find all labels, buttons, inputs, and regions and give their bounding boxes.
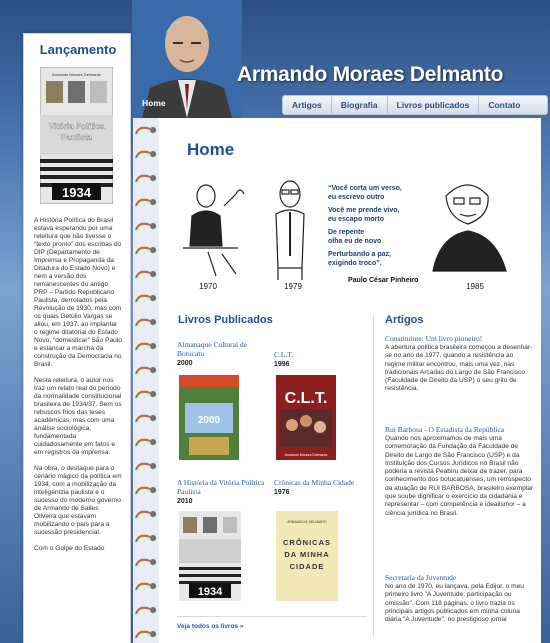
spiral-ring xyxy=(136,391,156,398)
spiral-ring xyxy=(136,127,156,134)
sidebar xyxy=(23,33,131,643)
nav-contato[interactable]: Contato xyxy=(488,100,521,110)
book-year: 2000 xyxy=(177,360,193,367)
spiral-ring xyxy=(136,295,156,302)
book-title[interactable]: C.L.T. xyxy=(274,350,294,359)
quote-author: Paulo César Pinheiro xyxy=(348,277,419,284)
cover-title-2: Paulista xyxy=(61,133,92,142)
cover-text: CRÔNICAS DA MINHA CIDADE xyxy=(282,538,331,571)
spiral-ring xyxy=(136,559,156,566)
book-item[interactable] xyxy=(177,478,267,505)
book-title[interactable]: Almanaque Cultural de Botucatu xyxy=(177,340,247,358)
quote-line: eu escrevo outro xyxy=(328,194,385,201)
nav-livros-publicados[interactable]: Livros publicados xyxy=(388,95,480,115)
book-title[interactable]: Crônicas da Minha Cidade xyxy=(274,478,355,487)
header xyxy=(132,0,550,118)
cover-title-1: Vitória Política xyxy=(48,122,105,131)
spiral-ring xyxy=(136,271,156,278)
book-cover[interactable] xyxy=(276,511,338,601)
main-nav xyxy=(282,95,548,115)
articles-heading: Artigos xyxy=(385,314,424,326)
cover-year: 1934 xyxy=(62,185,91,200)
cartoon-year-1979: 1979 xyxy=(284,282,302,291)
spiral-ring xyxy=(136,151,156,158)
nav-biografia[interactable]: Biografia xyxy=(332,95,388,115)
cover-text: C.L.T. xyxy=(284,390,328,407)
sidebar-paragraph: Nesta releitura, o autor nos traz um relato real do período da normalidade constitucional brasileira de 1934/37. Sem os rebuscos frios das teses acadêmicas, mas com uma análise sociológica, fundamentada cuidadosamente em fatos e em registros da imprensa. xyxy=(34,377,122,456)
books-divider xyxy=(177,616,367,617)
spiral-ring xyxy=(136,607,156,614)
spiral-binding xyxy=(133,118,159,643)
spiral-ring xyxy=(136,631,156,638)
article-title[interactable]: Rui Barbosa - O Estadista da República xyxy=(385,425,505,434)
sidebar-paragraph: Com o Golpe do Estado xyxy=(34,545,105,552)
book-item[interactable] xyxy=(274,350,364,368)
article-excerpt: Quando nos aproximamos de mais uma comemoração da Fundação da Faculdade de Direito de Largo de São Francisco (USP) e da Instituição dos Cursos Jurídicos no Brasil não poderia a revista Peabiru deixar de trazer, para conhecimento dos botucatuenses, um retrospecto da atuação de RUI BARBOSA, brasileiro exemplar que soube dignificar o exercício da cidadania e representar – com competência e idealismo! – a ciência jurídica no Brasil. xyxy=(385,435,534,517)
article-item xyxy=(385,573,535,624)
article-excerpt: A abertura política brasileira começou a desenhar-se no ano de 1977, quando a resistência ao regime militar encontrou, mais uma vez, nas tradicionais Arcadas do Largo de São Francisco (Faculdade de Direito da USP) o seu grito de resistência. xyxy=(385,344,533,393)
spiral-ring xyxy=(136,415,156,422)
quote-line: “Você corta um verso, xyxy=(328,185,402,192)
sidebar-title: Lançamento xyxy=(39,42,117,57)
spiral-ring xyxy=(136,223,156,230)
cartoon-1985 xyxy=(433,185,506,271)
spiral-ring xyxy=(136,511,156,518)
cartoon-year-1985: 1985 xyxy=(466,282,484,291)
quote-line: olha eu de novo xyxy=(328,238,382,245)
cover-author: Armando Moraes Delmanto xyxy=(52,72,101,77)
cartoon-year-1970: 1970 xyxy=(199,282,217,291)
article-item xyxy=(385,334,535,394)
quote-line: eu escapo morto xyxy=(328,216,385,223)
quote-line: exigindo troco”. xyxy=(328,260,382,267)
cartoon-1970 xyxy=(183,185,244,276)
cartoon-strip xyxy=(178,176,523,296)
spiral-ring xyxy=(136,343,156,350)
nav-artigos[interactable]: Artigos xyxy=(283,95,332,115)
spiral-ring xyxy=(136,463,156,470)
sidebar-paragraph: Na obra, o destaque para o cenário mágico da política em 1934, com a mobilização da inteligentzia paulista e o sucesso do moderno governo de Armando de Salles Oliveira que estavam mobilizando o país para a sucessão presidencial. xyxy=(34,465,122,536)
book-year: 1996 xyxy=(274,361,290,368)
column-divider xyxy=(373,316,374,636)
see-all-books-link[interactable]: Veja todos os livros » xyxy=(177,623,244,630)
sidebar-text xyxy=(34,217,122,561)
spiral-ring xyxy=(136,247,156,254)
book-year: 2010 xyxy=(177,498,193,505)
article-title[interactable]: Constituinte: Um livro pioneiro! xyxy=(385,334,483,343)
spiral-ring xyxy=(136,199,156,206)
books-heading: Livros Publicados xyxy=(178,314,273,326)
article-excerpt: No ano de 1970, eu lançava, pela Edijor, o meu primeiro livro "A Juventude: participação ou omissão". Com 118 páginas, o livro trazia os principais artigos publicados em minha coluna diária "A Juventude", no prestigioso jornal xyxy=(385,583,524,624)
spiral-ring xyxy=(136,439,156,446)
book-item[interactable] xyxy=(177,340,267,367)
spiral-ring xyxy=(136,583,156,590)
quote-line: Perturbando a paz, xyxy=(328,251,392,258)
quote-line: De repente xyxy=(328,229,365,236)
page-title: Home xyxy=(187,140,235,159)
cartoon-1979 xyxy=(276,181,304,280)
cover-sub: Armando Moraes Delmanto xyxy=(284,453,328,457)
cover-sub: ARMANDO M. DELMANTO xyxy=(287,520,327,524)
featured-book-cover[interactable] xyxy=(40,67,113,204)
book-cover[interactable] xyxy=(179,375,239,460)
cover-text: 1934 xyxy=(197,586,223,598)
book-title[interactable]: A História da Vitória Política Paulista xyxy=(177,478,265,496)
spiral-ring xyxy=(136,319,156,326)
nav-home[interactable]: Home xyxy=(142,98,166,108)
spiral-ring xyxy=(136,487,156,494)
article-title[interactable]: Secretaria da Juventude xyxy=(385,573,457,582)
book-year: 1976 xyxy=(274,489,290,496)
site-title: Armando Moraes Delmanto xyxy=(237,63,504,86)
cover-text: 2000 xyxy=(197,415,221,426)
sidebar-paragraph: A História Política do Brasil estava esperando por uma releitura que não tivesse o “texto pronto” dos escribas do DIP (Departamento de Imprensa e Propaganda da Ditadura do Estado Novo) e nem a versão dos remanescentes do antigo PRP – Partido Republicano Paulista, derrotados pela Revolução de 1930, mas com os quais Getúlio Vargas se aliou, em 1937, ao implantar o regime ditatorial do Estado Novo, “domesticar” São Paulo e estancar a marcha da construção da Democracia no Brasil. xyxy=(34,217,122,368)
book-cover[interactable] xyxy=(179,511,241,601)
article-item xyxy=(385,425,535,518)
quote-line: Você me prende vivo, xyxy=(328,207,400,214)
book-item[interactable] xyxy=(274,478,364,496)
book-cover[interactable] xyxy=(276,375,336,460)
spiral-ring xyxy=(136,367,156,374)
spiral-ring xyxy=(136,175,156,182)
spiral-ring xyxy=(136,535,156,542)
main-content xyxy=(133,118,541,643)
